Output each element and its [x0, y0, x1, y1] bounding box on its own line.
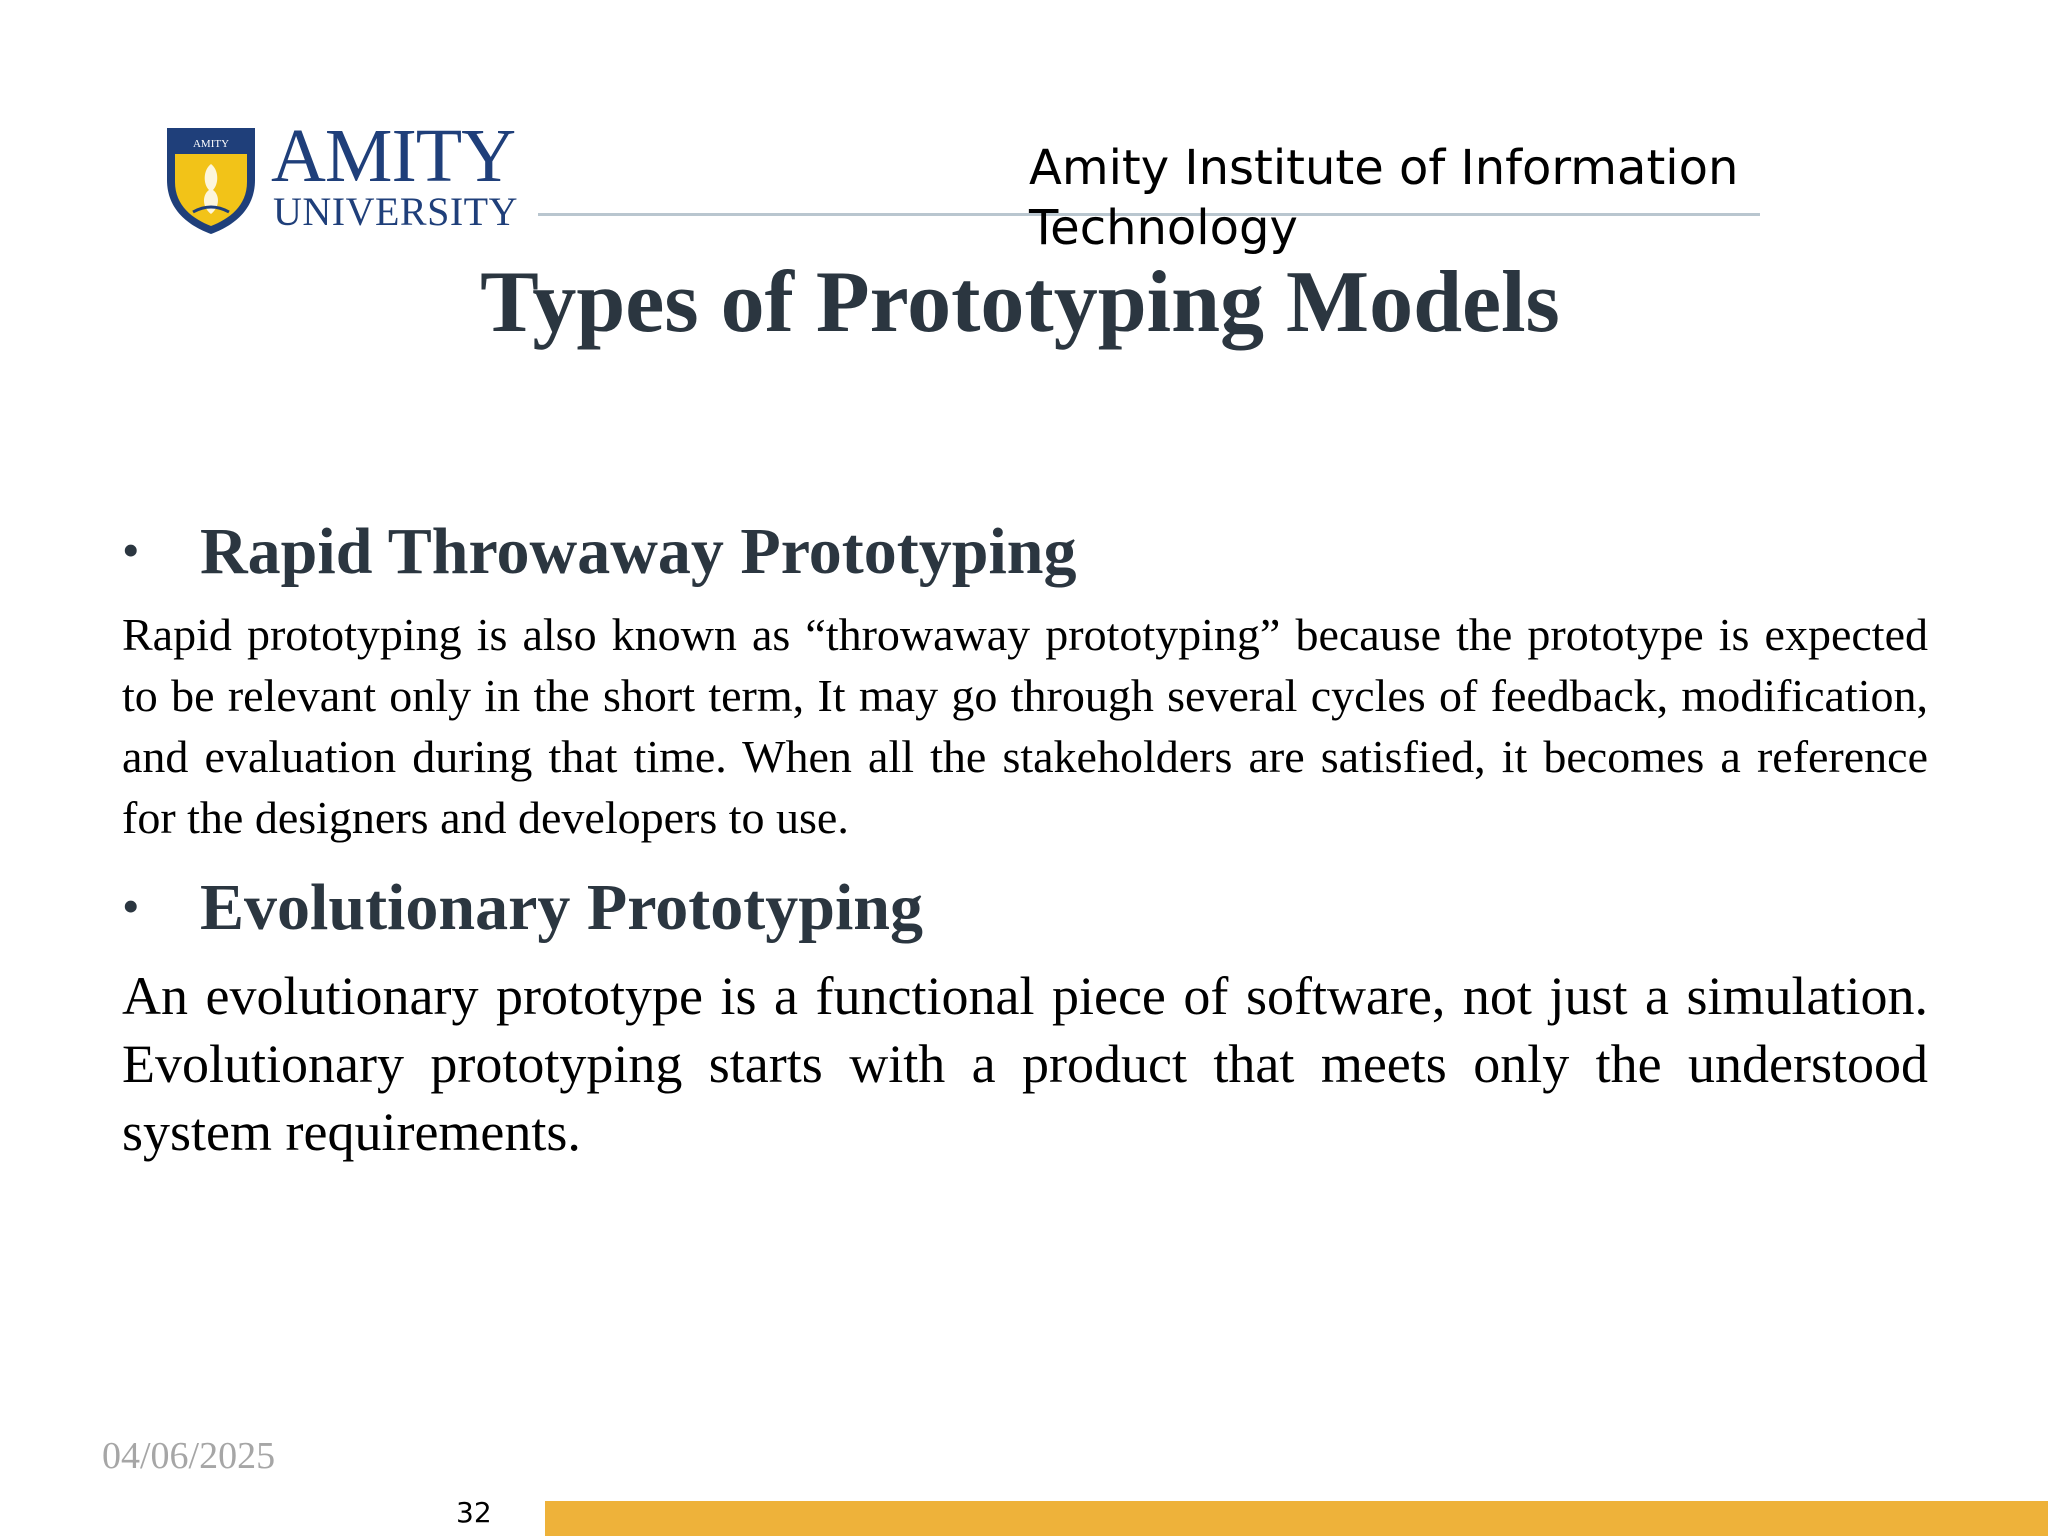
- section-body-evolutionary: An evolutionary prototype is a functional piece of software, not just a simulation. Evolutionary prototyping starts with a product that meets only the understood system requirements.: [122, 966, 1928, 1162]
- svg-text:AMITY: AMITY: [192, 138, 230, 150]
- bullet-icon: •: [122, 522, 140, 578]
- institute-name: Amity Institute of Information Technology: [1029, 140, 1739, 256]
- amity-university-logo: [163, 114, 518, 240]
- footer-accent-bar: [545, 1501, 2048, 1536]
- slide-date: 04/06/2025: [102, 1435, 276, 1477]
- bullet-icon: •: [122, 878, 140, 934]
- logo-wordmark-university: UNIVERSITY: [273, 189, 518, 234]
- section-heading-text: Rapid Throwaway Prototyping: [200, 515, 1077, 588]
- section-body-rapid-throwaway: Rapid prototyping is also known as “throwaway prototyping” because the prototype is expected to be relevant only in the short term, It may go through several cycles of feedback, modification, and evaluation during that time. When all the stakeholders are satisfied, it becomes a reference for the designers and developers to use.: [122, 609, 1928, 843]
- slide-title: Types of Prototyping Models: [480, 254, 1560, 351]
- page-number: 32: [456, 1496, 492, 1529]
- section-heading-text: Evolutionary Prototyping: [200, 871, 924, 944]
- section-heading-evolutionary: [122, 866, 1922, 948]
- section-heading-rapid-throwaway: [122, 510, 1922, 592]
- logo-wordmark-amity: AMITY: [271, 114, 516, 198]
- university-shield-icon: [163, 124, 259, 236]
